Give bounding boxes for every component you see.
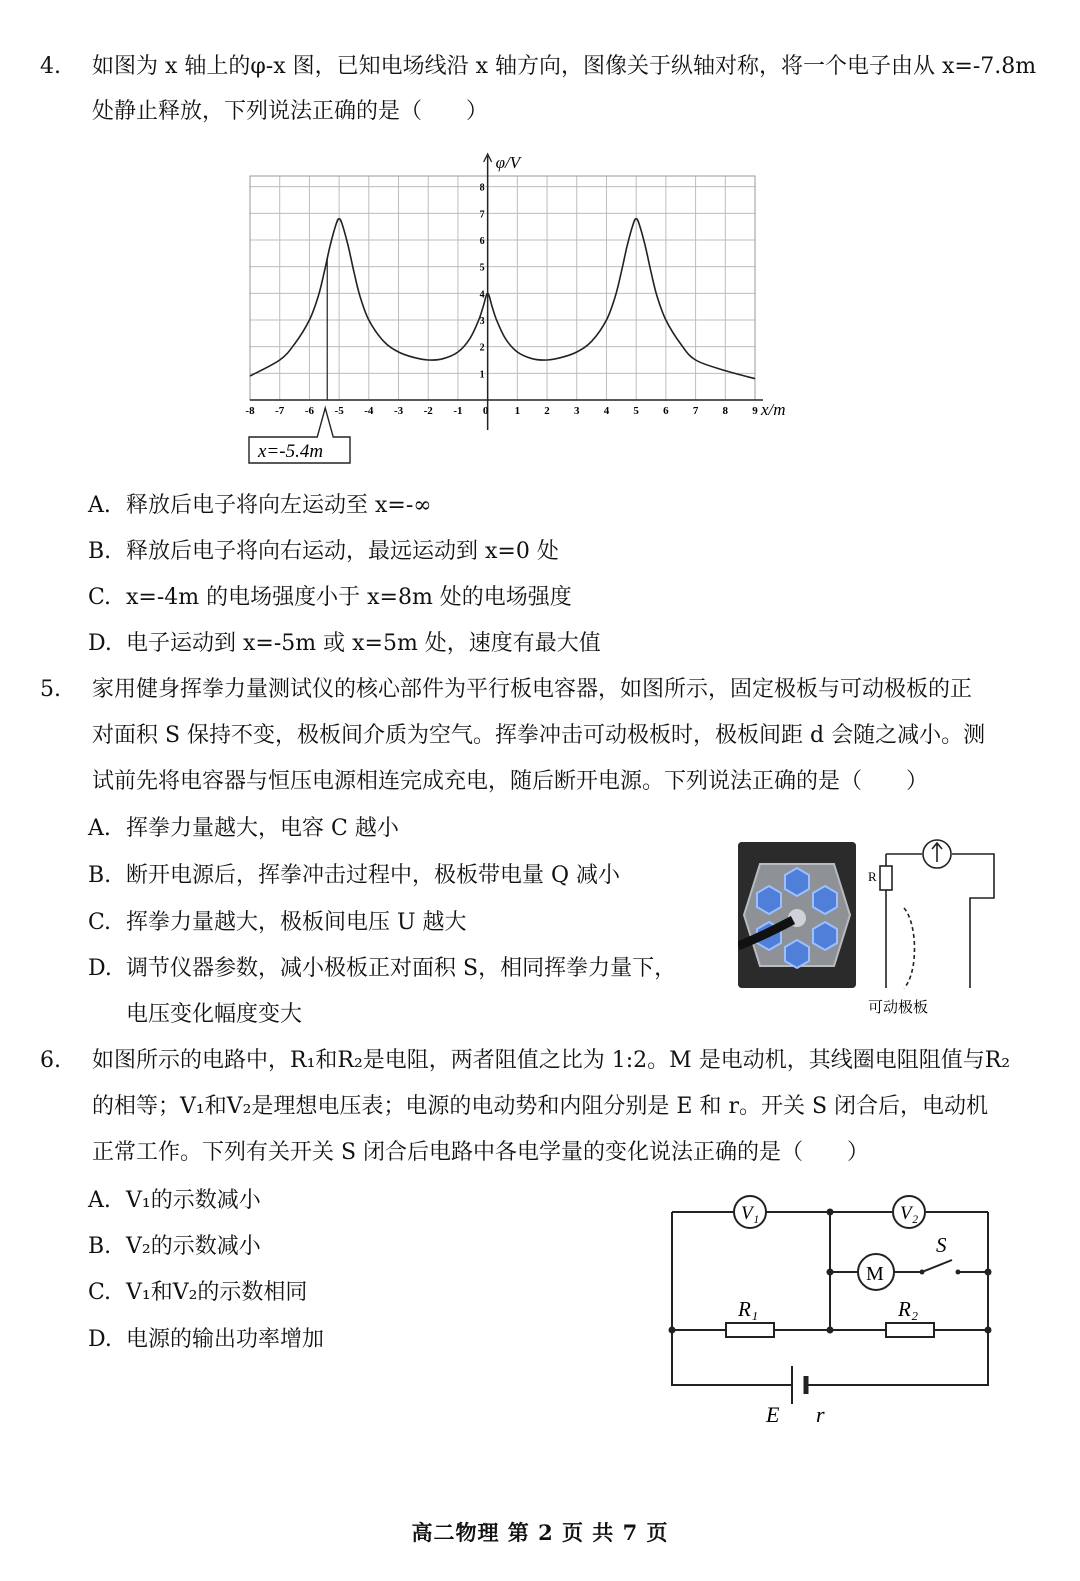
option-label: A.: [88, 816, 111, 841]
x-tick-label: 0: [482, 405, 489, 417]
question-6-stem-line-1: 如图所示的电路中，R₁和R₂是电阻，两者阻值之比为 1:2。M 是电动机，其线圈电阻阻值与R₂: [92, 1048, 1011, 1073]
r1-symbol: [726, 1323, 774, 1337]
junction-dot: [827, 1327, 834, 1334]
switch-pivot: [920, 1270, 925, 1275]
x-tick-label: 4: [603, 405, 610, 417]
question-5-option-a[interactable]: [88, 814, 399, 844]
option-text: 挥拳力量越大，电容 C 越小: [126, 816, 399, 841]
question-6-number: 6.: [40, 1048, 61, 1073]
x-tick-label: 3: [574, 405, 580, 417]
junction-dot: [985, 1327, 992, 1334]
option-label: C.: [88, 585, 112, 610]
arrow-icon: [932, 843, 942, 862]
question-4-number: 4.: [40, 54, 61, 79]
option-text: 释放后电子将向左运动至 x=-∞: [126, 493, 432, 518]
option-label: B.: [88, 539, 112, 564]
resistor-symbol: [880, 866, 892, 890]
switch-contact: [956, 1270, 961, 1275]
option-label: A.: [88, 493, 111, 518]
annotation-label: x=-5.4m: [258, 441, 324, 462]
question-5-number: 5.: [40, 677, 61, 702]
option-text: 释放后电子将向右运动，最远运动到 x=0 处: [126, 539, 559, 564]
x-tick-label: 6: [663, 405, 669, 417]
question-5-stem-line-3: 试前先将电容器与恒压电源相连完成充电，随后断开电源。下列说法正确的是（ ）: [92, 769, 929, 794]
question-6-option-c[interactable]: [88, 1278, 307, 1308]
r1-label: R₁: [738, 1297, 759, 1321]
wire-top-right: [886, 854, 994, 988]
option-text: V₂的示数减小: [126, 1234, 261, 1259]
x-tick-label: 1: [514, 405, 521, 417]
x-tick-label: -2: [423, 405, 433, 417]
question-6-option-d[interactable]: [88, 1325, 324, 1355]
chart-ticks: [245, 183, 758, 417]
option-text: 断开电源后，挥拳冲击过程中，极板带电量 Q 减小: [126, 863, 621, 888]
option-label: C.: [88, 1280, 112, 1305]
junction-dot: [827, 1269, 834, 1276]
y-tick-label: 1: [479, 369, 485, 381]
x-tick-label: 2: [544, 405, 550, 417]
question-4-option-d[interactable]: [88, 629, 601, 659]
y-tick-label: 2: [479, 342, 485, 354]
x-tick-label: 8: [722, 405, 729, 417]
question-6-stem-line-3: 正常工作。下列有关开关 S 闭合后电路中各电学量的变化说法正确的是（ ）: [92, 1140, 870, 1165]
x-tick-label: -8: [245, 405, 255, 417]
x-tick-label: -4: [364, 405, 374, 417]
x-axis-label: x/m: [761, 400, 786, 419]
emf-label: E: [766, 1402, 780, 1427]
movable-plate-dashed: [904, 908, 915, 988]
junction-dot: [827, 1209, 834, 1216]
phi-x-chart: [240, 150, 810, 470]
question-5-stem-line-2: 对面积 S 保持不变，极板间介质为空气。挥拳冲击可动极板时，极板间距 d 会随之减小。测: [92, 723, 986, 748]
option-label: D.: [88, 631, 112, 656]
motor-label: M: [866, 1263, 884, 1285]
question-4-option-a[interactable]: [88, 491, 432, 521]
option-text: V₁的示数减小: [126, 1188, 261, 1213]
question-5-option-c[interactable]: [88, 908, 467, 938]
y-tick-label: 5: [479, 262, 485, 274]
x-tick-label: -3: [393, 405, 404, 417]
x-tick-label: 9: [752, 405, 758, 417]
question-5-option-d-continued: 电压变化幅度变大: [126, 1002, 303, 1027]
question-6-option-b[interactable]: [88, 1232, 261, 1262]
option-text: 电源的输出功率增加: [126, 1327, 325, 1352]
y-axis-label: φ/V: [495, 153, 521, 172]
chart-series-line: [250, 219, 755, 379]
junction-dot: [669, 1327, 676, 1334]
internal-resistance-label: r: [816, 1402, 825, 1427]
v1-label: V₁: [741, 1203, 760, 1224]
option-text: x=-4m 的电场强度小于 x=8m 处的电场强度: [126, 585, 572, 610]
question-5-option-d[interactable]: [88, 954, 676, 984]
y-tick-label: 8: [479, 182, 485, 194]
plot-frame: [250, 176, 755, 400]
question-4-stem-line-2: 处静止释放，下列说法正确的是（ ）: [92, 99, 489, 124]
question-5-stem-line-1: 家用健身挥拳力量测试仪的核心部件为平行板电容器，如图所示，固定极板与可动极板的正: [92, 677, 973, 702]
y-tick-label: 4: [479, 289, 485, 301]
question-4-option-c[interactable]: [88, 583, 572, 613]
question-6-stem-line-2: 的相等；V₁和V₂是理想电压表；电源的电动势和内阻分别是 E 和 r。开关 S 闭合后，电动机: [92, 1094, 989, 1119]
option-text: 调节仪器参数，减小极板正对面积 S，相同挥拳力量下，: [126, 956, 677, 981]
switch-label: S: [936, 1233, 947, 1257]
r2-label: R₂: [898, 1297, 919, 1321]
question-6-circuit-diagram: [660, 1190, 1005, 1435]
x-tick-label: -6: [304, 405, 314, 417]
option-label: B.: [88, 863, 112, 888]
x-tick-label: -5: [334, 405, 344, 417]
page-footer: 高二物理 第 2 页 共 7 页: [411, 1520, 669, 1545]
option-label: B.: [88, 1234, 112, 1259]
v2-label: V₂: [900, 1203, 919, 1224]
movable-plate-label: 可动极板: [868, 1000, 929, 1016]
option-label: D.: [88, 1327, 112, 1352]
fitness-tester-photo: [738, 842, 856, 988]
option-text: V₁和V₂的示数相同: [126, 1280, 308, 1305]
chart-grid: [250, 176, 755, 400]
junction-dot: [985, 1269, 992, 1276]
y-tick-label: 7: [479, 209, 485, 221]
y-tick-label: 6: [479, 236, 485, 247]
y-tick-label: 3: [479, 316, 485, 327]
r2-symbol: [886, 1323, 934, 1337]
x-tick-label: 7: [692, 405, 699, 417]
x-tick-label: -1: [453, 405, 463, 417]
question-4-option-b[interactable]: [88, 537, 559, 567]
question-6-option-a[interactable]: [88, 1186, 261, 1216]
option-text: 挥拳力量越大，极板间电压 U 越大: [126, 910, 467, 935]
switch-blade: [922, 1260, 952, 1272]
option-label: A.: [88, 1188, 111, 1213]
x-tick-label: 5: [633, 405, 639, 417]
resistor-label: R: [868, 869, 877, 884]
question-4-stem-line-1: 如图为 x 轴上的φ-x 图，已知电场线沿 x 轴方向，图像关于纵轴对称，将一个电子由从 x=-7.8m: [92, 54, 1037, 79]
x-tick-label: -7: [275, 405, 285, 417]
option-text: 电子运动到 x=-5m 或 x=5m 处，速度有最大值: [126, 631, 601, 656]
option-label: D.: [88, 956, 112, 981]
capacitor-circuit-diagram: [862, 824, 1012, 1024]
question-5-option-b[interactable]: [88, 861, 620, 891]
option-label: C.: [88, 910, 112, 935]
